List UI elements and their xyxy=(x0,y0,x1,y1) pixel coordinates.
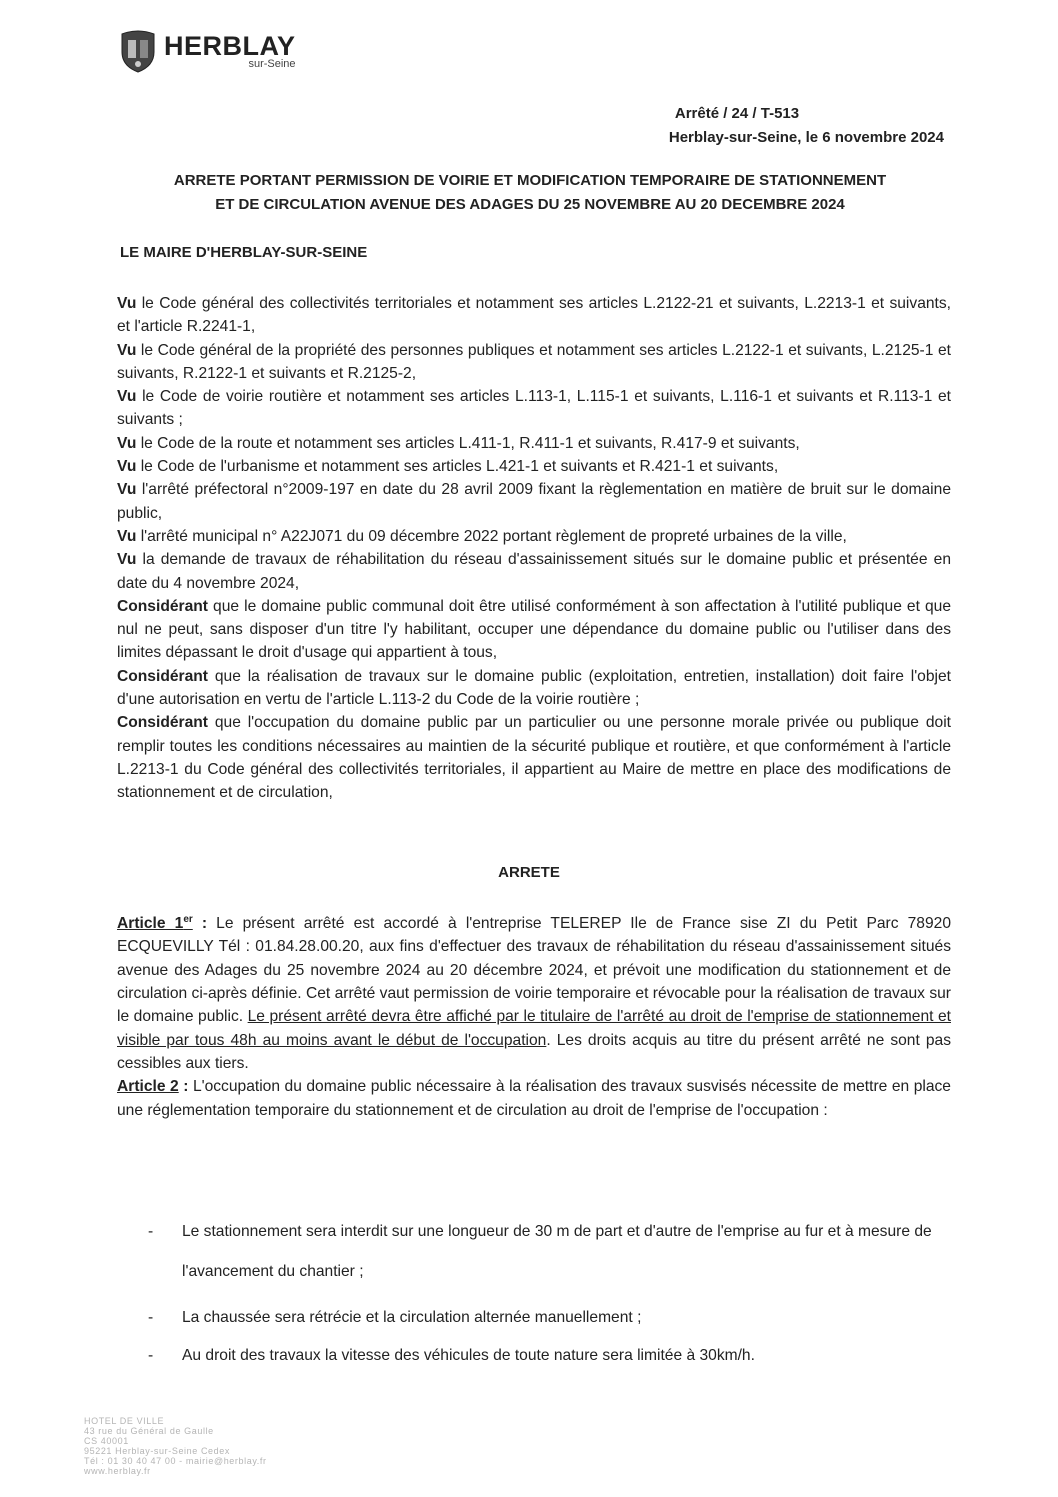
article-1-label: Article 1er xyxy=(117,914,193,933)
consideration-item xyxy=(117,455,951,478)
articles xyxy=(117,908,951,1122)
dash-bullet-icon: - xyxy=(148,1347,154,1364)
consideration-text: que l'occupation du domaine public par un particulier ou une personne morale privée ou publique doit remplir toutes les conditions nécessaires au maintien de la sécurité publique et routière, et que conformément à l'article L.2213-1 du Code général des collectivités territoriales, il appartient au Maire de mettre en place des modifications de stationnement et de circulation, xyxy=(117,714,951,802)
consideration-text: le Code de voirie routière et notamment ses articles L.113-1, L.115-1 et suivants, L.116-1 et suivants et R.113-1 et suivants ; xyxy=(117,388,951,429)
list-item xyxy=(148,1344,948,1368)
consideration-item xyxy=(117,525,951,548)
measures-list xyxy=(148,1220,948,1382)
consideration-item xyxy=(117,595,951,665)
consideration-text: le Code de la route et notamment ses articles L.411-1, R.411-1 et suivants, R.417-9 et suivants, xyxy=(136,434,800,452)
title-line-1: ARRETE PORTANT PERMISSION DE VOIRIE ET MODIFICATION TEMPORAIRE DE STATIONNEMENT xyxy=(173,172,887,189)
measure-text: Au droit des travaux la vitesse des véhicules de toute nature sera limitée à 30km/h. xyxy=(182,1347,755,1364)
dash-bullet-icon: - xyxy=(148,1223,154,1240)
consideration-item xyxy=(117,432,951,455)
consideration-text: l'arrêté municipal n° A22J071 du 09 décembre 2022 portant règlement de propreté urbaines de la ville, xyxy=(136,527,847,545)
footer-address xyxy=(84,1416,267,1476)
article-1-sep: : xyxy=(192,915,217,933)
footer-line: 95221 Herblay-sur-Seine Cedex xyxy=(84,1446,230,1456)
place-date: Herblay-sur-Seine, le 6 novembre 2024 xyxy=(668,129,944,146)
consideration-item xyxy=(117,385,951,432)
consideration-text: la demande de travaux de réhabilitation du réseau d'assainissement situés sur le domaine public et présentée en date du 4 novembre 2024, xyxy=(117,551,951,592)
consideration-text: que la réalisation de travaux sur le domaine public (exploitation, entretien, installation) doit faire l'objet d'une autorisation en vertu de l'article L.113-2 du Code de la voirie routière ; xyxy=(117,667,951,709)
consideration-text: le Code de l'urbanisme et notamment ses articles L.421-1 et suivants et R.421-1 et suivants, xyxy=(136,458,779,476)
article-1-tail: . Les droits acquis au titre du présent arrêté ne sont pas cessibles aux tiers. xyxy=(117,1031,951,1072)
consideration-text: que le domaine public communal doit être utilisé conformément à son affectation à l'utilité publique et que nul ne peut, sans disposer d'un titre l'y habilitant, occuper une dépendance du domaine public ou l'utiliser dans des limites dépassant le droit d'usage qui appartient à tous, xyxy=(117,597,951,662)
title-line-2: ET DE CIRCULATION AVENUE DES ADAGES DU 25 NOVEMBRE AU 20 DECEMBRE 2024 xyxy=(215,196,845,213)
measure-text: Le stationnement sera interdit sur une longueur de 30 m de part et d'autre de l'emprise au fur et à mesure de l'avancement du chantier ; xyxy=(182,1223,932,1280)
measure-text: La chaussée sera rétrécie et la circulation alternée manuellement ; xyxy=(182,1309,642,1326)
consideration-lead: Vu xyxy=(117,481,137,499)
footer-line: CS 40001 xyxy=(84,1436,129,1446)
consideration-lead: Vu xyxy=(117,341,137,359)
considerations xyxy=(117,292,951,805)
article-2-text: L'occupation du domaine public nécessaire à la réalisation des travaux susvisés nécessite de mettre en place une réglementation temporaire du stationnement et de circulation au droit de l'emprise de l'occupation : xyxy=(117,1078,951,1119)
city-subname: sur-Seine xyxy=(248,58,296,70)
consideration-text: l'arrêté préfectoral n°2009-197 en date du 28 avril 2009 fixant la règlementation en matière de bruit sur le domaine public, xyxy=(117,481,951,522)
list-item xyxy=(148,1220,948,1292)
consideration-item xyxy=(117,478,951,525)
consideration-item xyxy=(117,711,951,804)
consideration-item xyxy=(117,548,951,595)
city-logo xyxy=(118,28,296,74)
consideration-lead: Vu xyxy=(117,434,137,452)
article-1-text: Le présent arrêté est accordé à l'entreprise TELEREP Ile de France sise ZI du Petit Parc 78920 ECQUEVILLY Tél : 01.84.28.00.20, aux fins d'effectuer des travaux de réhabilitation du réseau d'assainissement situés avenue des Adages du 25 novembre 2024 au 20 décembre 2024, et prévoit une modification du stationnement et de circulation ci-après définie. Cet arrêté vaut permission de voirie temporaire et révocable pour la réalisation de travaux sur le domaine public. xyxy=(117,915,952,1026)
footer-line: HOTEL DE VILLE xyxy=(84,1416,165,1426)
consideration-text: le Code général des collectivités territoriales et notamment ses articles L.2122-21 et suivants, L.2213-1 et suivants, et l'article R.2241-1, xyxy=(117,295,951,336)
city-crest-icon xyxy=(118,28,158,74)
consideration-lead: Considérant xyxy=(117,714,208,732)
arrete-heading: ARRETE xyxy=(498,864,560,881)
maire-heading: LE MAIRE D'HERBLAY-SUR-SEINE xyxy=(120,244,368,261)
arrete-reference: Arrêté / 24 / T-513 xyxy=(674,105,800,122)
consideration-lead: Vu xyxy=(117,388,137,406)
consideration-lead: Considérant xyxy=(117,597,208,615)
reference-block xyxy=(669,102,944,150)
consideration-lead: Vu xyxy=(117,458,137,476)
article-2-sep: : xyxy=(178,1078,193,1096)
footer-line: Tél : 01 30 40 47 00 - mairie@herblay.fr xyxy=(84,1456,267,1466)
list-item xyxy=(148,1306,948,1330)
footer-line: www.herblay.fr xyxy=(84,1466,151,1476)
consideration-lead: Considérant xyxy=(117,667,208,685)
consideration-item xyxy=(117,665,951,712)
article-1 xyxy=(117,908,951,1075)
consideration-lead: Vu xyxy=(117,527,137,545)
consideration-lead: Vu xyxy=(117,295,137,312)
consideration-text: le Code général de la propriété des personnes publiques et notamment ses articles L.2122-1 et suivants, L.2125-1 et suivants, R.2122-1 et suivants et R.2125-2, xyxy=(117,341,951,382)
document-title xyxy=(100,169,960,217)
consideration-lead: Vu xyxy=(117,551,137,569)
article-2 xyxy=(117,1075,951,1122)
article-1-posting-notice: Le présent arrêté devra être affiché par le titulaire de l'arrêté au droit de l'emprise de stationnement et visible par tous 48h au moins avant le début de l'occupation xyxy=(117,1008,951,1049)
consideration-item xyxy=(117,339,951,386)
consideration-item xyxy=(117,292,951,339)
footer-line: 43 rue du Général de Gaulle xyxy=(84,1426,214,1436)
dash-bullet-icon: - xyxy=(148,1309,154,1326)
city-name: HERBLAY xyxy=(164,31,296,61)
article-2-label: Article 2 xyxy=(117,1078,179,1096)
